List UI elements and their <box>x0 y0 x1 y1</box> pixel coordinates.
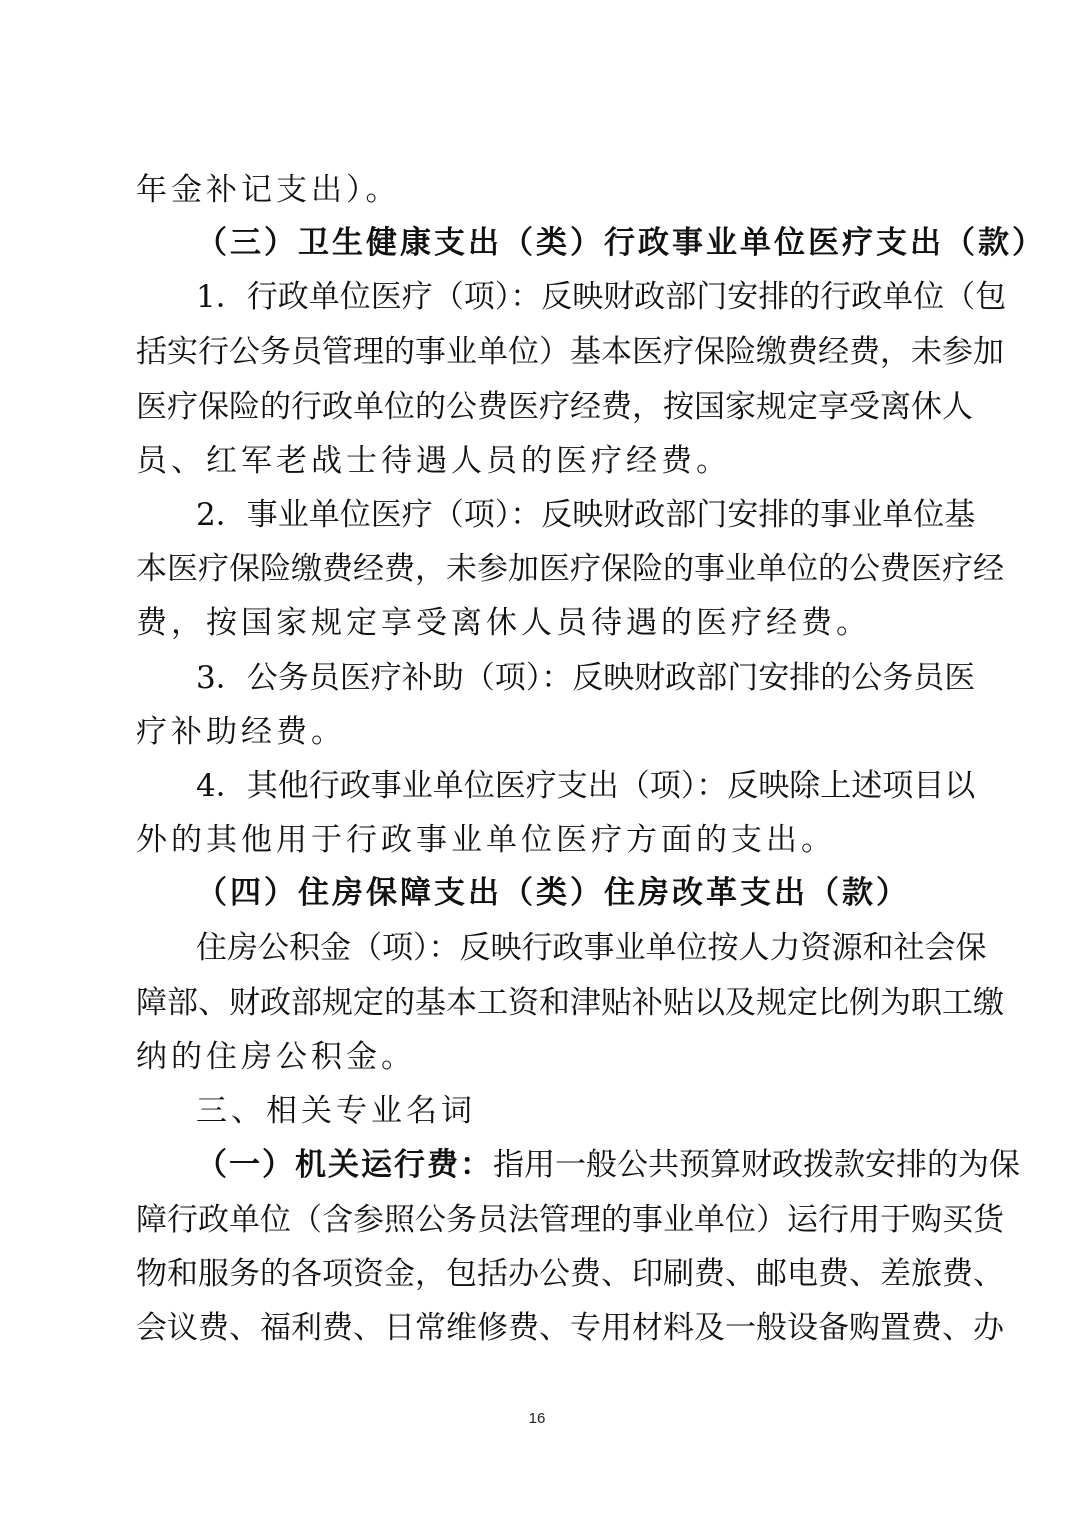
paragraph-line: 2．事业单位医疗（项）：反映财政部门安排的事业单位基 <box>196 497 976 533</box>
paragraph-line: 括实行公务员管理的事业单位）基本医疗保险缴费经费，未参加 <box>136 334 1004 370</box>
paragraph-line: 外的其他用于行政事业单位医疗方面的支出。 <box>136 822 836 858</box>
page-number: 16 <box>528 1410 546 1427</box>
section-heading-terms: 三、相关专业名词 <box>196 1093 476 1129</box>
paragraph-line: 费，按国家规定享受离休人员待遇的医疗经费。 <box>136 605 871 641</box>
section-heading-health: （三）卫生健康支出（类）行政事业单位医疗支出（款） <box>196 225 1046 261</box>
paragraph-line: 医疗保险的行政单位的公费医疗经费，按国家规定享受离休人 <box>136 389 973 425</box>
paragraph-line: 纳的住房公积金。 <box>136 1039 416 1075</box>
paragraph-line: 会议费、福利费、日常维修费、专用材料及一般设备购置费、办 <box>136 1310 1004 1346</box>
paragraph-line: 障行政单位（含参照公务员法管理的事业单位）运行用于购买货 <box>136 1202 1004 1238</box>
paragraph-line: 4．其他行政事业单位医疗支出（项）：反映除上述项目以 <box>196 768 976 804</box>
section-heading-housing: （四）住房保障支出（类）住房改革支出（款） <box>196 875 910 911</box>
paragraph-line: 1．行政单位医疗（项）：反映财政部门安排的行政单位（包 <box>196 279 1007 315</box>
paragraph-line: 疗补助经费。 <box>136 714 346 750</box>
paragraph-line: 年金补记支出）。 <box>136 172 401 208</box>
paragraph-line: 障部、财政部规定的基本工资和津贴补贴以及规定比例为职工缴 <box>136 985 1004 1021</box>
paragraph-line: 住房公积金（项）：反映行政事业单位按人力资源和社会保 <box>196 930 987 966</box>
paragraph-line: 本医疗保险缴费经费，未参加医疗保险的事业单位的公费医疗经 <box>136 551 1004 587</box>
term-definition-start: 指用一般公共预算财政拨款安排的为保 <box>493 1147 1020 1183</box>
paragraph-line-term <box>196 1138 1020 1192</box>
term-label: （一）机关运行费： <box>196 1147 493 1183</box>
paragraph-line: 员、红军老战士待遇人员的医疗经费。 <box>136 443 731 479</box>
paragraph-line: 物和服务的各项资金，包括办公费、印刷费、邮电费、差旅费、 <box>136 1256 1004 1292</box>
paragraph-line: 3．公务员医疗补助（项）：反映财政部门安排的公务员医 <box>196 660 976 696</box>
